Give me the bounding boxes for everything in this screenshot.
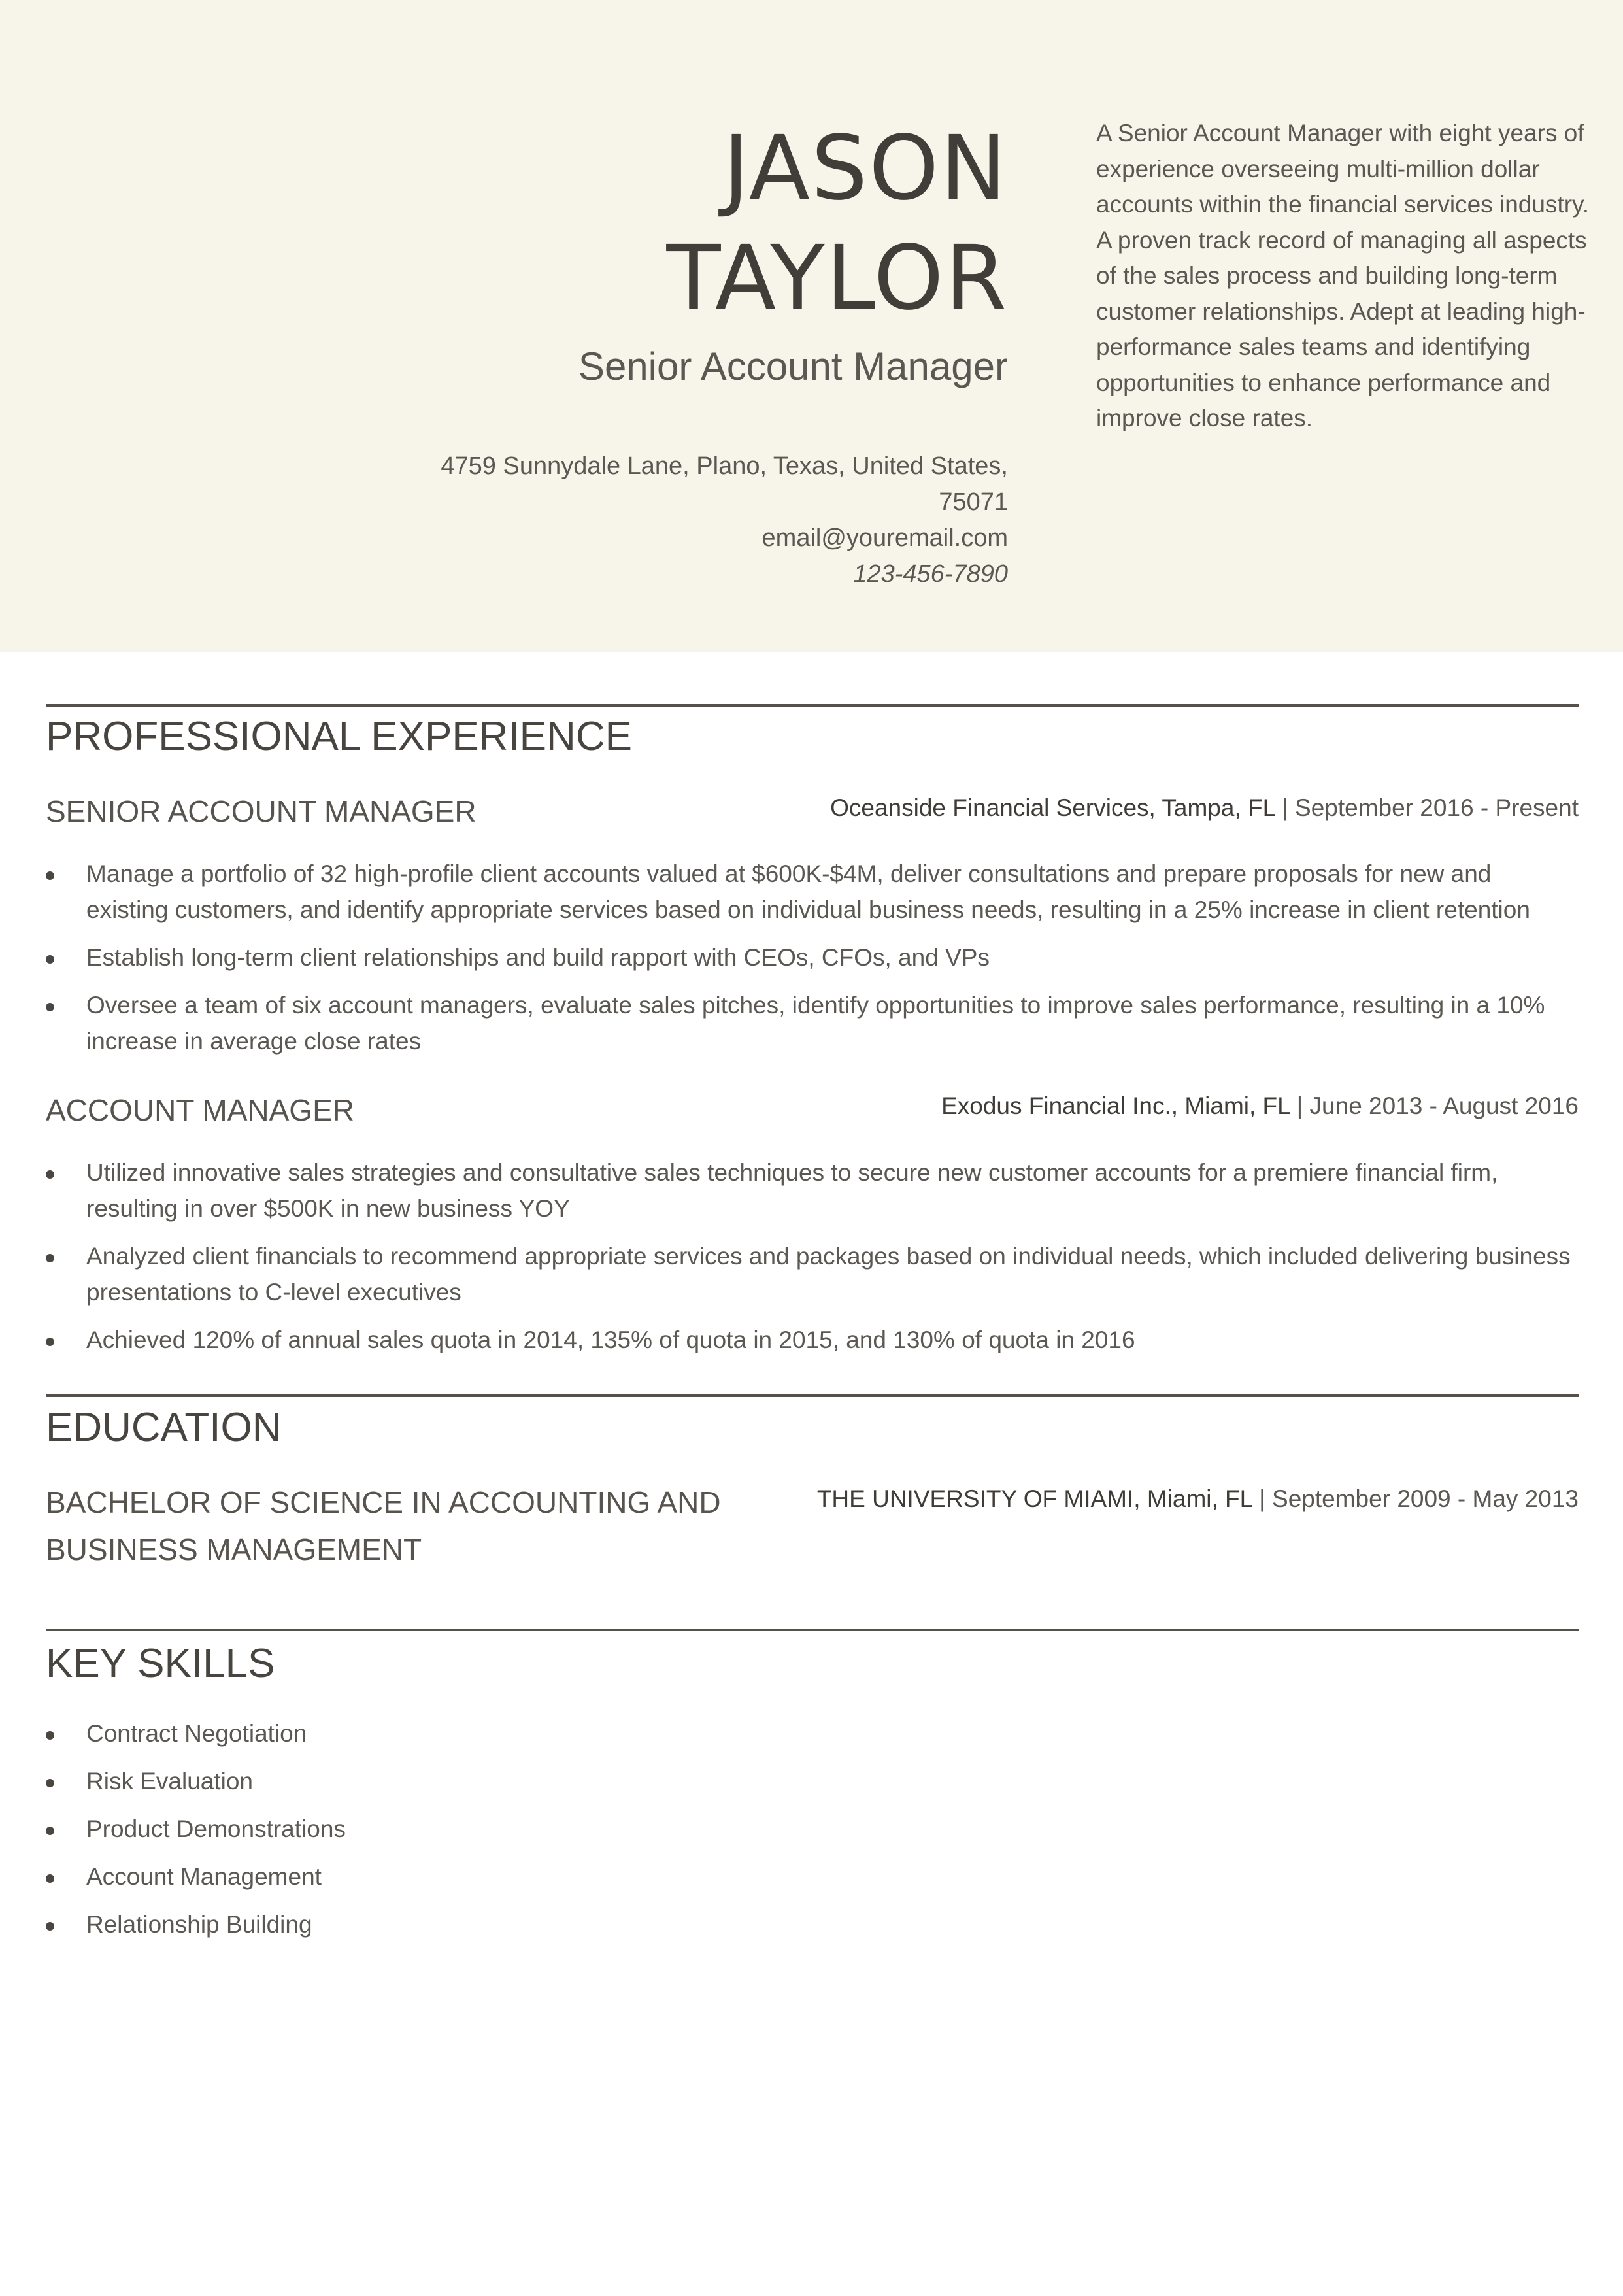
skills-list (46, 1715, 1579, 1954)
section-divider (46, 1394, 1579, 1397)
job-bullets-2 (46, 1155, 1579, 1370)
job-company-1: Oceanside Financial Services, Tampa, FL (830, 794, 1275, 821)
job-dates-1: | September 2016 - Present (1275, 794, 1579, 821)
bullet-icon (46, 1338, 54, 1346)
job-title: Senior Account Manager (578, 345, 1008, 388)
list-item: Establish long-term client relationships and build rapport with CEOs, CFOs, and VPs (46, 939, 1579, 975)
list-item: Utilized innovative sales strategies and consultative sales techniques to secure new customer accounts for a premiere financial firm, resulting in over $500K in new business YOY (46, 1155, 1579, 1226)
section-title-education: EDUCATION (46, 1405, 282, 1450)
job-title-1: SENIOR ACCOUNT MANAGER (46, 794, 477, 828)
section-divider (46, 1629, 1579, 1631)
section-divider (46, 704, 1579, 707)
address-line-2: 75071 (939, 488, 1008, 516)
bullet-icon (46, 1731, 54, 1740)
job-meta-2 (941, 1094, 1579, 1118)
bullet-icon (46, 871, 54, 880)
skill-item: Risk Evaluation (46, 1763, 1579, 1799)
last-name: TAYLOR (666, 227, 1008, 330)
skill-item: Account Management (46, 1859, 1579, 1895)
section-title-experience: PROFESSIONAL EXPERIENCE (46, 714, 632, 759)
bullet-icon (46, 1874, 54, 1883)
education-meta (817, 1487, 1579, 1511)
skill-item: Product Demonstrations (46, 1811, 1579, 1847)
list-item: Achieved 120% of annual sales quota in 2014, 135% of quota in 2015, and 130% of quota in 2016 (46, 1322, 1579, 1358)
job-title-2: ACCOUNT MANAGER (46, 1093, 354, 1127)
list-item: Analyzed client financials to recommend appropriate services and packages based on individual needs, which included delivering business presentations to C-level executives (46, 1238, 1579, 1310)
job-meta-1 (830, 796, 1579, 820)
degree-title: BACHELOR OF SCIENCE IN ACCOUNTING AND BUSINESS MANAGEMENT (46, 1485, 721, 1566)
list-item: Oversee a team of six account managers, evaluate sales pitches, identify opportunities to improve sales performance, resulting in a 10% increase in average close rates (46, 987, 1579, 1059)
list-item: Manage a portfolio of 32 high-profile client accounts valued at $600K-$4M, deliver consultations and prepare proposals for new and existing customers, and identify appropriate services based on individual business needs, resulting in a 25% increase in client retention (46, 856, 1579, 928)
bullet-icon (46, 955, 54, 964)
summary: A Senior Account Manager with eight years of experience overseeing multi-million dollar accounts within the financial services industry. A proven track record of managing all aspects of the sales process and building long-term customer relationships. Adept at leading high-performance sales teams and identifying opportunities to enhance performance and improve close rates. (1096, 120, 1590, 431)
bullet-icon (46, 1254, 54, 1262)
phone: 123-456-7890 (853, 560, 1008, 588)
bullet-icon (46, 1170, 54, 1179)
first-name: JASON (723, 117, 1008, 220)
skill-item: Contract Negotiation (46, 1715, 1579, 1751)
bullet-icon (46, 1779, 54, 1787)
education-dates: | September 2009 - May 2013 (1252, 1485, 1579, 1512)
school-name: THE UNIVERSITY OF MIAMI, Miami, FL (816, 1485, 1252, 1512)
bullet-icon (46, 1922, 54, 1931)
bullet-icon (46, 1827, 54, 1835)
job-company-2: Exodus Financial Inc., Miami, FL (941, 1092, 1290, 1119)
job-bullets-1 (46, 856, 1579, 1071)
section-title-skills: KEY SKILLS (46, 1641, 275, 1686)
skill-item: Relationship Building (46, 1906, 1579, 1942)
contact-block (420, 448, 1008, 592)
email: email@youremail.com (761, 524, 1008, 552)
bullet-icon (46, 1003, 54, 1011)
address-line-1: 4759 Sunnydale Lane, Plano, Texas, United States, (441, 452, 1008, 480)
job-dates-2: | June 2013 - August 2016 (1290, 1092, 1579, 1119)
